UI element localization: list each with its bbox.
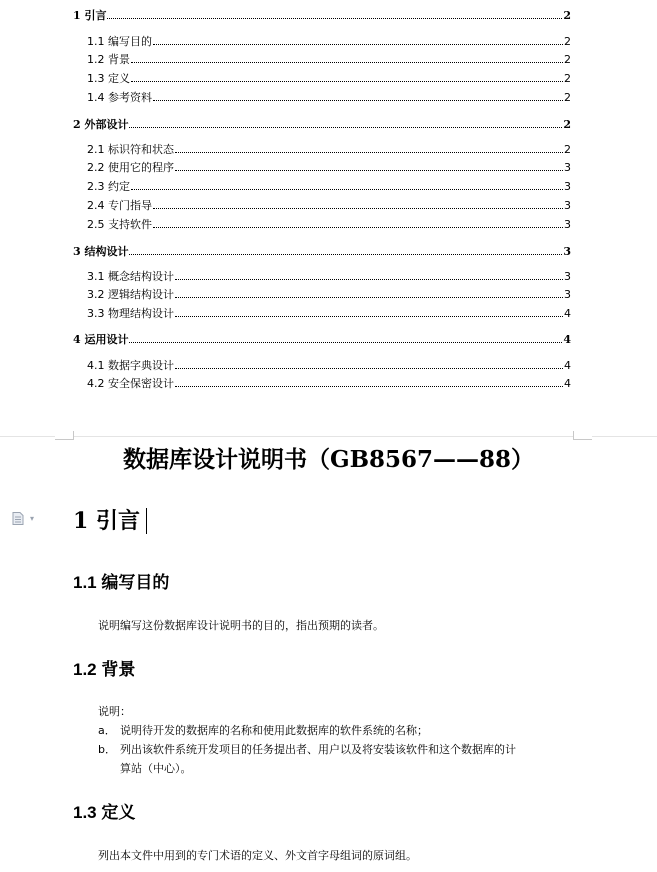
toc-entry-label: 1.4 参考资料: [87, 91, 152, 104]
toc-entry-label: 2.4 专门指导: [87, 199, 152, 212]
paragraph-1-3: 列出本文件中用到的专门术语的定义、外文首字母组词的原词组。: [98, 849, 417, 862]
chevron-down-icon[interactable]: ▾: [30, 514, 35, 523]
toc-leader-dots: [153, 43, 563, 45]
toc-leader-dots: [153, 99, 563, 101]
toc-entry[interactable]: [73, 9, 571, 22]
toc-entry[interactable]: [87, 35, 571, 48]
toc-entry-label: 3 结构设计: [73, 245, 129, 258]
toc-entry-label: 1 引言: [73, 9, 107, 22]
toc-entry-page: 3: [564, 270, 571, 283]
toc-entry-page: 2: [564, 53, 571, 66]
toc-entry-page: 3: [564, 199, 571, 212]
toc-entry[interactable]: [87, 270, 571, 283]
toc-entry[interactable]: [73, 245, 571, 258]
toc-entry-label: 4.1 数据字典设计: [87, 359, 174, 372]
heading-1-2: 1.2 背景: [73, 660, 136, 679]
toc-entry-label: 2.3 约定: [87, 180, 130, 193]
toc-entry-label: 2 外部设计: [73, 118, 129, 131]
toc-entry-page: 3: [563, 245, 571, 258]
toc-entry[interactable]: [87, 72, 571, 85]
heading-1-3: 1.3 定义: [73, 803, 136, 822]
toc-entry[interactable]: [73, 333, 571, 346]
list-marker: a．: [98, 724, 116, 737]
toc-entry[interactable]: [87, 288, 571, 301]
toc-entry[interactable]: [87, 359, 571, 372]
toc-leader-dots: [153, 226, 563, 228]
toc-leader-dots: [175, 278, 563, 280]
toc-leader-dots: [175, 296, 563, 298]
toc-leader-dots: [131, 80, 563, 82]
toc-leader-dots: [107, 17, 562, 19]
toc-entry[interactable]: [87, 53, 571, 66]
toc-entry-label: 1.2 背景: [87, 53, 130, 66]
paragraph-1-1: 说明编写这份数据库设计说明书的目的，指出预期的读者。: [98, 619, 384, 632]
toc-entry-page: 3: [564, 161, 571, 174]
toc-entry-label: 1.1 编写目的: [87, 35, 152, 48]
page-separator: [0, 436, 657, 437]
toc-leader-dots: [175, 315, 563, 317]
toc-entry[interactable]: [87, 199, 571, 212]
toc-entry[interactable]: [87, 161, 571, 174]
toc-entry-label: 3.3 物理结构设计: [87, 307, 174, 320]
toc-entry-page: 3: [564, 218, 571, 231]
list-text-continuation: 算站（中心）。: [120, 762, 192, 775]
toc-entry-page: 2: [563, 118, 571, 131]
toc-leader-dots: [175, 367, 563, 369]
toc-entry-label: 3.2 逻辑结构设计: [87, 288, 174, 301]
toc-leader-dots: [175, 385, 563, 387]
text-cursor: [146, 508, 147, 534]
toc-leader-dots: [129, 253, 562, 255]
toc-entry-page: 2: [564, 91, 571, 104]
paragraph-1-2-intro: 说明：: [98, 705, 131, 718]
toc-entry[interactable]: [87, 218, 571, 231]
toc-entry[interactable]: [87, 377, 571, 390]
toc-entry-label: 4 运用设计: [73, 333, 129, 346]
toc-leader-dots: [175, 169, 563, 171]
toc-leader-dots: [175, 151, 563, 153]
toc-entry[interactable]: [87, 91, 571, 104]
toc-entry-page: 4: [563, 333, 571, 346]
toc-entry-label: 2.5 支持软件: [87, 218, 152, 231]
toc-entry-page: 2: [564, 35, 571, 48]
toc-entry-page: 3: [564, 288, 571, 301]
toc-entry-label: 2.2 使用它的程序: [87, 161, 174, 174]
heading-1-1: 1.1 编写目的: [73, 573, 170, 592]
toc-entry-page: 2: [564, 72, 571, 85]
toc-leader-dots: [129, 126, 562, 128]
list-text: 列出该软件系统开发项目的任务提出者、用户以及将安装该软件和这个数据库的计: [120, 743, 516, 756]
page-corner-marker-right: [573, 431, 592, 440]
toc-entry-page: 2: [564, 143, 571, 156]
document-title: 数据库设计说明书（GB8567——88）: [122, 446, 535, 473]
toc-entry-page: 2: [563, 9, 571, 22]
toc-entry-page: 3: [564, 180, 571, 193]
toc-entry-label: 2.1 标识符和状态: [87, 143, 174, 156]
document-icon[interactable]: [12, 512, 24, 525]
toc-entry-page: 4: [564, 359, 571, 372]
toc-entry-label: 3.1 概念结构设计: [87, 270, 174, 283]
toc-leader-dots: [131, 188, 563, 190]
toc-leader-dots: [131, 61, 563, 63]
toc-entry[interactable]: [73, 118, 571, 131]
toc-entry[interactable]: [87, 307, 571, 320]
page-corner-marker-left: [55, 431, 74, 440]
toc-entry-page: 4: [564, 377, 571, 390]
toc-entry-page: 4: [564, 307, 571, 320]
toc-entry[interactable]: [87, 180, 571, 193]
toc-leader-dots: [153, 207, 563, 209]
toc-entry[interactable]: [87, 143, 571, 156]
heading-1: 1 引言: [73, 508, 140, 534]
toc-entry-label: 1.3 定义: [87, 72, 130, 85]
list-marker: b．: [98, 743, 116, 756]
list-text: 说明待开发的数据库的名称和使用此数据库的软件系统的名称；: [120, 724, 428, 737]
toc-entry-label: 4.2 安全保密设计: [87, 377, 174, 390]
toc-leader-dots: [129, 341, 562, 343]
